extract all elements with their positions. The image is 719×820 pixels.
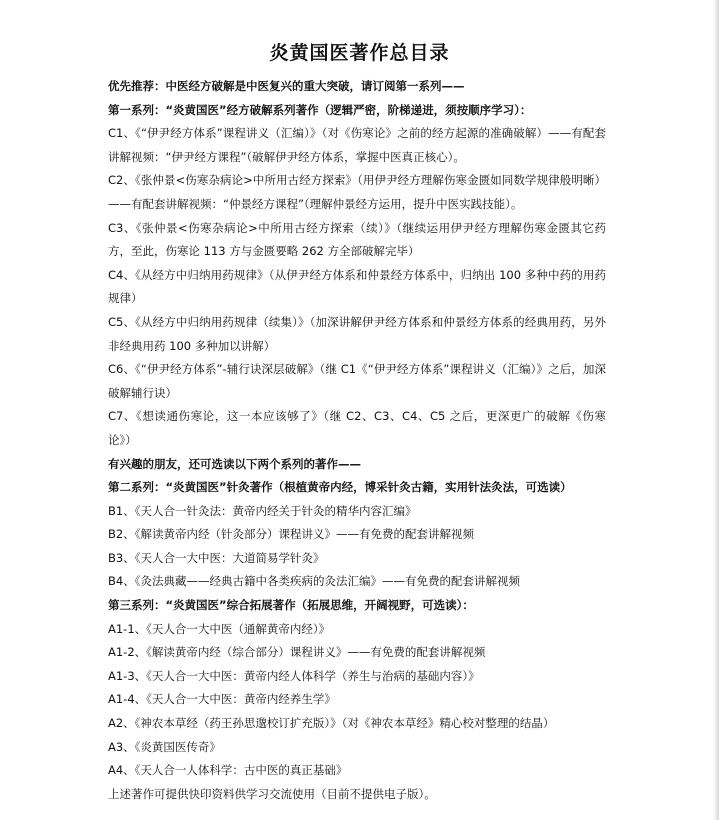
series-1-item-c2: C2、《张仲景<伤寒杂病论>中所用古经方探索》（用伊尹经方理解伤寒金匮如同数学规律般明晰）——有配套讲解视频：“仲景经方课程”（理解仲景经方运用，提升中医实践技能）。 [108,173,606,211]
page-title: 炎黄国医著作总目录 [269,42,450,64]
series-2-item-b4: B4、《灸法典藏——经典古籍中各类疾病的灸法汇编》——有免费的配套讲解视频 [108,574,520,589]
page-edge-shadow [713,0,719,820]
series-2-item-b3: B3、《天人合一大中医：大道简易学针灸》 [108,550,325,565]
series-3-item-a3: A3、《炎黄国医传奇》 [108,739,221,754]
series-1-heading: 第一系列：“炎黄国医”经方破解系列著作（逻辑严密，阶梯递进，须按顺序学习）： [108,102,532,117]
series-1-item-c6: C6、《“伊尹经方体系”-辅行诀深层破解》（继 C1《“伊尹经方体系”课程讲义（汇编）》之后，加深破解辅行诀） [108,362,606,400]
catalog-body [108,75,606,806]
series-3-item-a1-3: A1-3、《天人合一大中医：黄帝内经人体科学（养生与治病的基础内容）》 [108,668,480,683]
series-1-item-c1: C1、《“伊尹经方体系”课程讲义（汇编）》（对《伤寒论》之前的经方起源的准确破解）——有配套讲解视频：“伊尹经方课程”（破解伊尹经方体系，掌握中医真正核心）。 [108,126,606,164]
series-1-item-c4: C4、《从经方中归纳用药规律》（从伊尹经方体系和仲景经方体系中，归纳出 100 多种中药的用药规律） [108,267,606,306]
optional-series-intro: 有兴趣的朋友，还可选读以下两个系列的著作—— [108,456,361,471]
series-1-item-c5: C5、《从经方中归纳用药规律（续集）》（加深讲解伊尹经方体系和仲景经方体系的经典用药，另外非经典用药 100 多种加以讲解） [108,314,606,353]
series-3-item-a1-1: A1-1、《天人合一大中医（通解黄帝内经）》 [108,621,331,636]
series-2-item-b2: B2、《解读黄帝内经（针灸部分）课程讲义》——有免费的配套讲解视频 [108,527,474,542]
series-3-item-a1-2: A1-2、《解读黄帝内经（综合部分）课程讲义》——有免费的配套讲解视频 [108,645,486,660]
series-3-item-a2: A2、《神农本草经（药王孙思邈校订扩充版）》（对《神农本草经》精心校对整理的结晶） [108,716,555,731]
footer-note: 上述著作可提供快印资料供学习交流使用（目前不提供电子版）。 [108,786,436,801]
series-2-item-b1: B1、《天人合一针灸法：黄帝内经关于针灸的精华内容汇编》 [108,503,417,518]
series-3-heading: 第三系列：“炎黄国医”综合拓展著作（拓展思维，开阔视野，可选读）： [108,598,474,613]
series-1-item-c7: C7、《想读通伤寒论，这一本应该够了》（继 C2、C3、C4、C5 之后，更深更广的破解《伤寒论》） [108,409,606,447]
series-3-item-a4: A4、《天人合一人体科学：古中医的真正基础》 [108,763,348,778]
recommendation-intro: 优先推荐：中医经方破解是中医复兴的重大突破，请订阅第一系列—— [108,79,465,93]
series-1-item-c3: C3、《张仲景<伤寒杂病论>中所用古经方探索（续）》（继续运用伊尹经方理解伤寒金匮其它药方，至此，伤寒论 113 方与金匮要略 262 方全部破解完毕） [108,220,606,259]
series-2-heading: 第二系列：“炎黄国医”针灸著作（根植黄帝内经，博采针灸古籍，实用针法灸法，可选读） [108,480,572,495]
series-3-item-a1-4: A1-4、《天人合一大中医：黄帝内经养生学》 [108,692,336,707]
